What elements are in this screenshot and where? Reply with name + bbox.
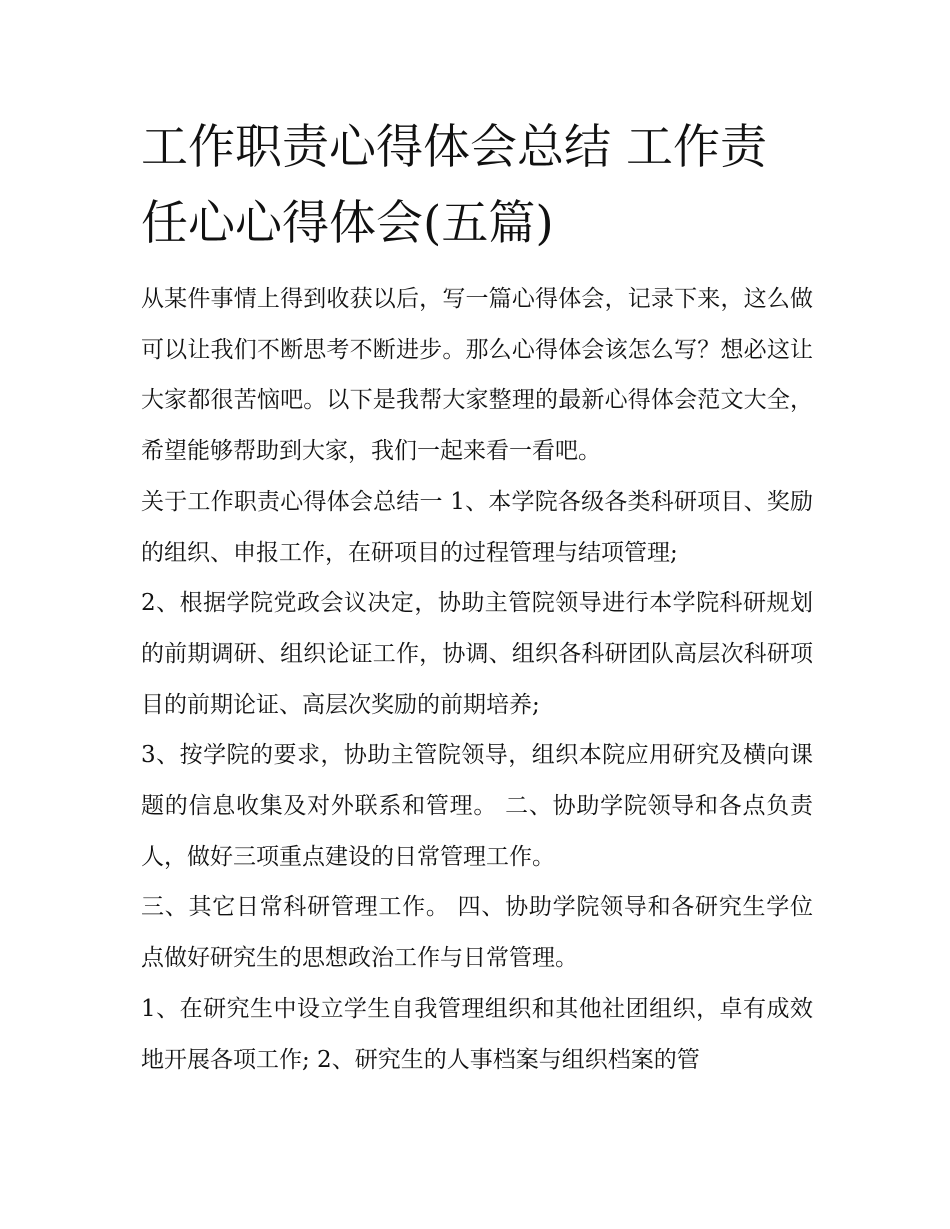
paragraph-2: 2、根据学院党政会议决定，协助主管院领导进行本学院科研规划的前期调研、组织论证工作，协调、组织各科研团队高层次科研项目的前期论证、高层次奖励的前期培养; bbox=[141, 590, 813, 718]
paragraph-5: 1、在研究生中设立学生自我管理组织和其他社团组织，卓有成效地开展各项工作; 2、研究生的人事档案与组织档案的管 bbox=[141, 995, 813, 1073]
document-body bbox=[141, 274, 813, 1085]
paragraph-3: 3、按学院的要求，协助主管院领导，组织本院应用研究及横向课题的信息收集及对外联系和管理。 二、协助学院领导和各点负责人，做好三项重点建设的日常管理工作。 bbox=[141, 742, 813, 870]
document-title: 工作职责心得体会总结 工作责任心心得体会(五篇) bbox=[141, 120, 767, 251]
paragraph-intro: 从某件事情上得到收获以后，写一篇心得体会，记录下来，这么做可以让我们不断思考不断进步。那么心得体会该怎么写？想必这让大家都很苦恼吧。以下是我帮大家整理的最新心得体会范文大全，希望能够帮助到大家，我们一起来看一看吧。 bbox=[141, 286, 813, 465]
paragraph-1: 关于工作职责心得体会总结一 1、本学院各级各类科研项目、奖励的组织、申报工作，在研项目的过程管理与结项管理; bbox=[141, 488, 813, 566]
paragraph-4: 三、其它日常科研管理工作。 四、协助学院领导和各研究生学位点做好研究生的思想政治工作与日常管理。 bbox=[141, 894, 813, 972]
document-page bbox=[141, 110, 813, 1085]
